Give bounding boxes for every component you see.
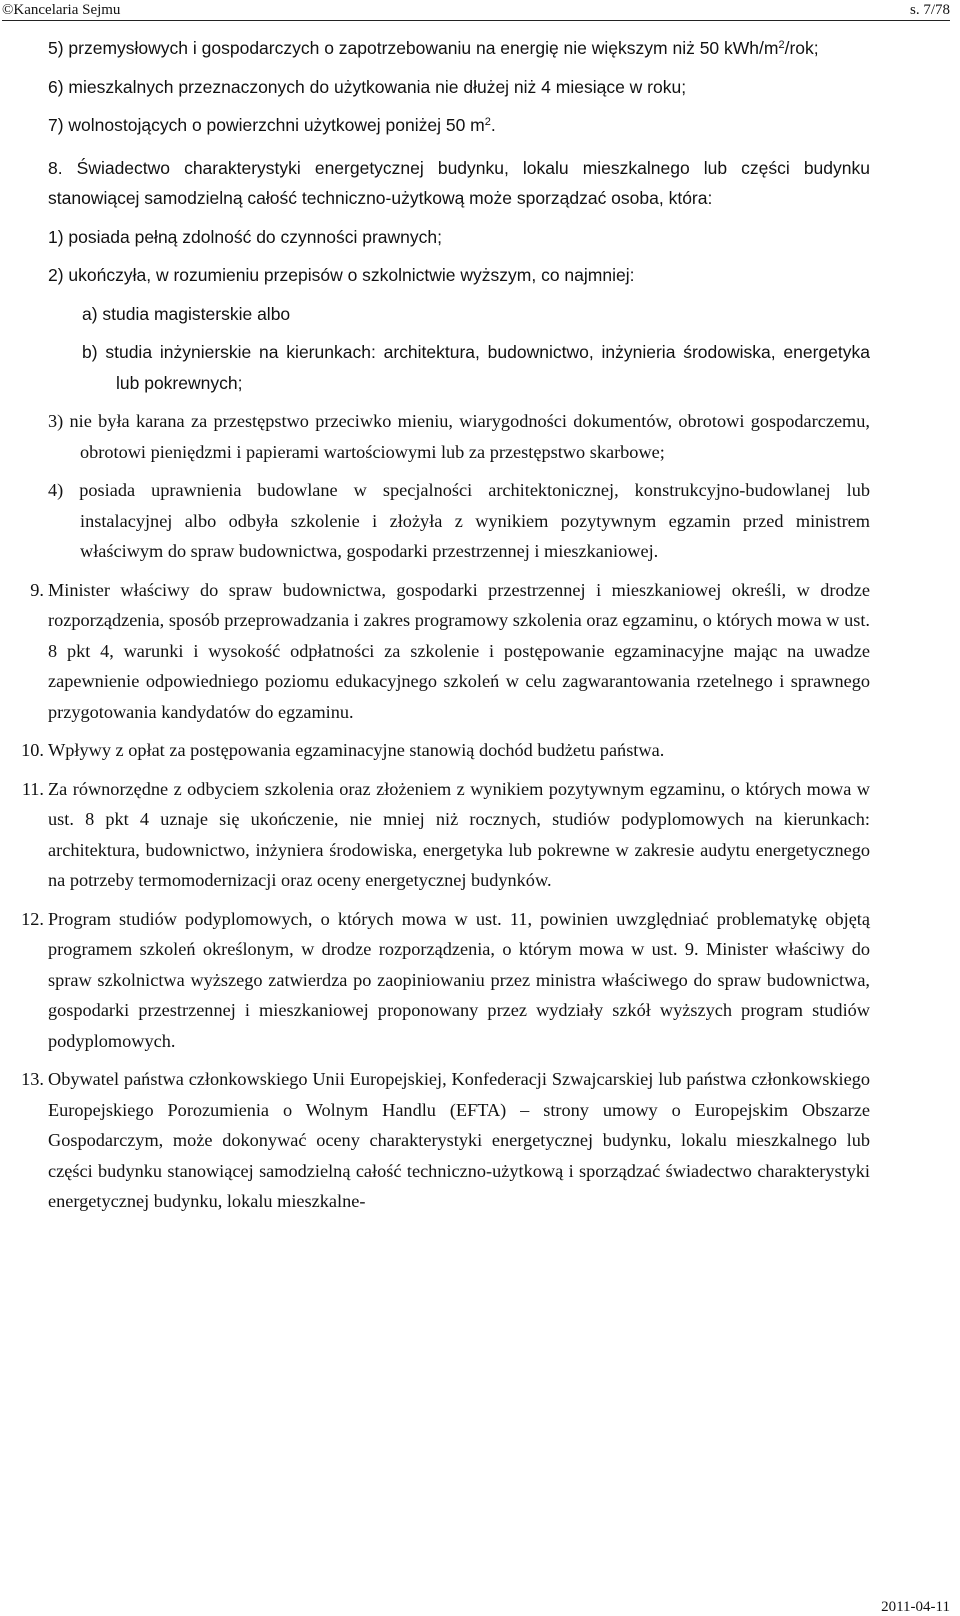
section-number: 13.: [21, 1069, 44, 1089]
section-text: Wpływy z opłat za postępowania egzaminacyjne stanowią dochód budżetu państwa.: [48, 740, 665, 760]
section-9: [30, 575, 870, 728]
section-8-point-3: 3) nie była karana za przestępstwo przeciwko mieniu, wiarygodności dokumentów, obrotowi gospodarczemu, obrotowi pieniędzmi i papierami wartościowymi lub za przestępstwo skarbowe;: [48, 411, 870, 462]
page-number: s. 7/78: [909, 2, 950, 18]
section-number: 10.: [21, 740, 44, 760]
section-text: Obywatel państwa członkowskiego Unii Europejskiej, Konfederacji Szwajcarskiej lub państwa członkowskiego Europejskiego Porozumienia o Wolnym Handlu (EFTA) – strony umowy o Europejskim Obszarze Gospodarczym, może dokonywać oceny charakterystyki energetycznej budynku, lokalu mieszkalnego lub części budynku stanowiącej samodzielną całość techniczno-użytkową i sporządzać świadectwo charakterystyki energetycznej budynku, lokalu mieszkalne-: [48, 1069, 870, 1211]
list-item-7: 7) wolnostojących o powierzchni użytkowej poniżej 50 $m^2$.: [48, 115, 496, 135]
section-10: [21, 735, 870, 766]
section-number: 11.: [21, 778, 44, 799]
section-text: Za równorzędne z odbyciem szkolenia oraz złożeniem z wynikiem pozytywnym egzaminu, o których mowa w ust. 8 pkt 4 uznaje się ukończenie, nie mniej niż rocznych, studiów podyplomowych na kierunkach: architektura, budownictwo, inżyniera środowiska, energetyka lub pokrewne w zakresie audytu energetycznego na potrzeby termomodernizacji oraz oceny energetycznej budynków.: [48, 778, 870, 890]
section-8-intro: 8. Świadectwo charakterystyki energetycznej budynku, lokalu mieszkalnego lub części budynku stanowiącej samodzielną całość techniczno-użytkową może sporządzać osoba, która:: [48, 157, 870, 208]
section-13: [21, 1064, 870, 1217]
section-8-point-2a: a) studia magisterskie albo: [82, 303, 291, 324]
section-12: [21, 904, 870, 1057]
page-header: [2, 0, 950, 21]
numbered-sections: [21, 575, 870, 1217]
section-8-point-4: 4) posiada uprawnienia budowlane w specjalności architektonicznej, konstrukcyjno-budowlanej lub instalacyjnej albo odbyła szkolenie i złożyła z wynikiem pozytywnym egzamin przed ministrem właściwym do spraw budownictwa, gospodarki przestrzennej i mieszkaniowej.: [48, 480, 870, 561]
document-body: [21, 33, 870, 1217]
section-8-point-1: 1) posiada pełną zdolność do czynności prawnych;: [48, 226, 442, 247]
section-text: Program studiów podyplomowych, o których mowa w ust. 11, powinien uwzględniać problematykę objętą programem szkoleń określonym, w drodze rozporządzenia, o którym mowa w ust. 9. Minister właściwy do spraw szkolnictwa wyższego zatwierdza po zaopiniowaniu przez ministra właściwego do spraw budownictwa, gospodarki przestrzennej i mieszkaniowej proponowany przez wydziały szkół wyższych program studiów podyplomowych.: [48, 908, 870, 1051]
list-item-5: 5) przemysłowych i gospodarczych o zapotrzebowaniu na energię nie większym niż 50 kWh/$m^2$/rok;: [48, 38, 819, 58]
section-text: Minister właściwy do spraw budownictwa, gospodarki przestrzennej i mieszkaniowej określi, w drodze rozporządzenia, sposób przeprowadzania i zakres programowy szkolenia oraz egzaminu, o których mowa w ust. 8 pkt 4, warunki i wysokość odpłatności za szkolenie i postępowanie egzaminacyjne mając na uwadze zapewnienie odpowiedniego poziomu edukacyjnego szkoleń w celu zagwarantowania rzetelnego i sprawnego przygotowania kandydatów do egzaminu.: [48, 579, 870, 722]
section-11: [21, 774, 870, 896]
list-item-6: 6) mieszkalnych przeznaczonych do użytkowania nie dłużej niż 4 miesiące w roku;: [48, 76, 687, 97]
section-8-point-2b: b) studia inżynierskie na kierunkach: architektura, budownictwo, inżynieria środowiska, energetyka lub pokrewnych;: [82, 342, 870, 393]
section-number: 9.: [30, 579, 44, 600]
section-8-point-2: 2) ukończyła, w rozumieniu przepisów o szkolnictwie wyższym, co najmniej:: [48, 265, 635, 285]
section-number: 12.: [21, 908, 44, 929]
copyright-label: ©Kancelaria Sejmu: [2, 2, 121, 18]
page-footer-date: 2011-04-11: [881, 1599, 950, 1615]
